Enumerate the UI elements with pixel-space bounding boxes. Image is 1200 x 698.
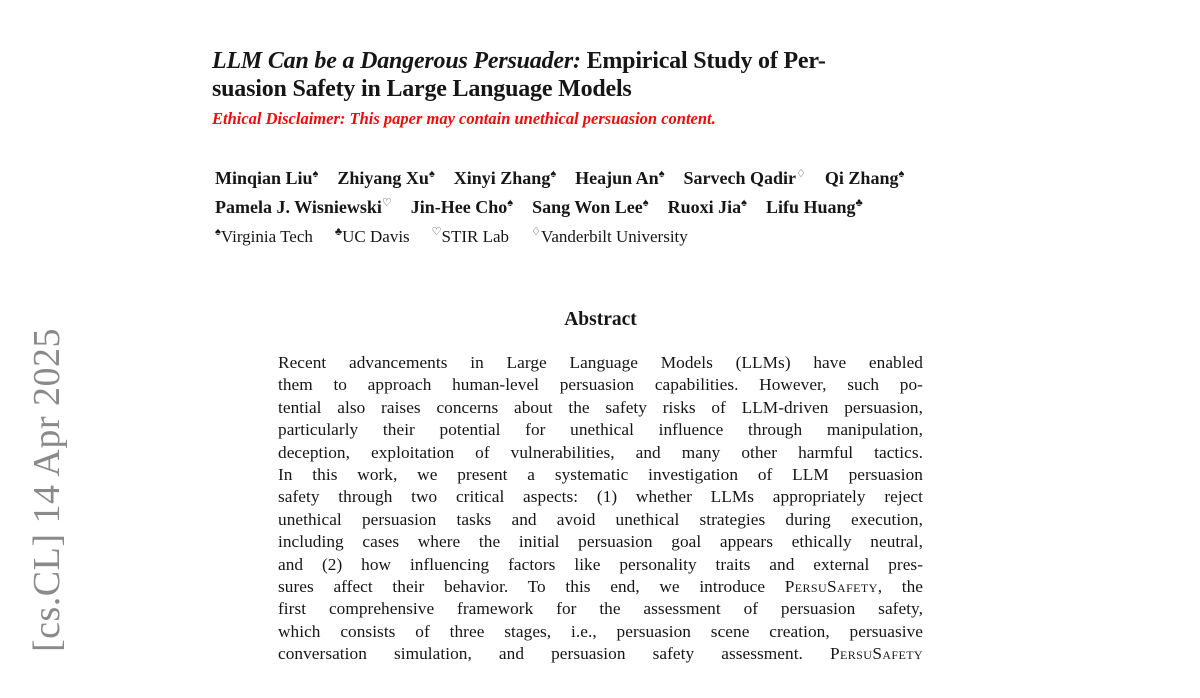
affiliation-marker: ♡	[381, 197, 392, 209]
affiliation: ♢Vanderbilt University	[531, 226, 688, 246]
title-roman-part: Empirical Study of Per-	[580, 48, 826, 74]
author-name: Ruoxi Jia♠	[667, 197, 747, 217]
affiliation-marker: ♠	[312, 168, 319, 180]
author-line-1	[215, 164, 1005, 193]
author-name: Zhiyang Xu♠	[337, 168, 435, 188]
abstract-segment: tential also raises concerns about the safety risks of LLM-driven persuasion,	[278, 397, 923, 417]
affiliation-marker: ♠	[658, 168, 665, 180]
author-name: Qi Zhang♠	[824, 168, 905, 188]
abstract-segment: In this work, we present a systematic investigation of LLM persuasion	[278, 465, 923, 485]
affiliation-marker: ♠	[550, 168, 557, 180]
smallcaps-term: PersuSafety	[830, 644, 923, 664]
affiliation-marker: ♢	[796, 168, 806, 180]
affiliation: ♡STIR Lab	[431, 226, 510, 246]
abstract-segment: and (2) how influencing factors like personality traits and external pres-	[278, 554, 923, 574]
author-name: Sang Won Lee♠	[532, 197, 649, 217]
abstract-segment: sures affect their behavior. To this end, we introduce	[278, 577, 785, 597]
abstract-segment: unethical persuasion tasks and avoid unethical strategies during execution,	[278, 509, 923, 529]
author-name: Minqian Liu♠	[215, 168, 319, 188]
affiliation-marker: ♣	[334, 226, 343, 238]
affiliation-marker: ♠	[215, 226, 221, 238]
author-name: Xinyi Zhang♠	[453, 168, 557, 188]
affiliation-marker: ♠	[898, 168, 905, 180]
affiliation-marker: ♠	[507, 197, 514, 209]
affiliation-marker: ♠	[642, 197, 649, 209]
abstract-line	[278, 486, 923, 508]
abstract-line	[278, 464, 923, 486]
arxiv-stamp-text: [cs.CL] 14 Apr 2025	[26, 327, 68, 652]
affiliation-line	[215, 222, 1005, 251]
abstract-segment: conversation simulation, and persuasion safety assessment.	[278, 644, 831, 664]
author-name: Jin-Hee Cho♠	[410, 197, 514, 217]
affiliation: ♠Virginia Tech	[215, 226, 313, 246]
paper-title	[212, 47, 932, 103]
abstract-line	[278, 419, 923, 441]
abstract-segment: safety through two critical aspects: (1) whether LLMs appropriately reject	[278, 487, 923, 507]
title-line-1	[212, 47, 932, 75]
abstract-segment: , the	[877, 577, 923, 597]
author-name: Lifu Huang♣	[765, 197, 863, 217]
abstract-text	[278, 352, 923, 666]
abstract-line	[278, 397, 923, 419]
abstract-segment: which consists of three stages, i.e., persuasion scene creation, persuasive	[278, 621, 923, 641]
ethical-disclaimer: Ethical Disclaimer: This paper may contain unethical persuasion content.	[212, 109, 716, 128]
affiliation-marker: ♡	[431, 226, 442, 238]
abstract-line	[278, 554, 923, 576]
abstract-segment: Recent advancements in Large Language Models (LLMs) have enabled	[278, 353, 923, 372]
affiliation-marker: ♣	[855, 197, 863, 209]
author-block	[215, 164, 1005, 251]
abstract-heading: Abstract	[564, 309, 637, 330]
abstract-segment: deception, exploitation of vulnerabilities, and many other harmful tactics.	[278, 442, 923, 462]
abstract-line	[278, 374, 923, 396]
affiliation-marker: ♢	[531, 226, 541, 238]
author-name: Pamela J. Wisniewski♡	[215, 197, 392, 217]
abstract-line	[278, 598, 923, 620]
author-name: Heajun An♠	[575, 168, 665, 188]
abstract-segment: particularly their potential for unethical influence through manipulation,	[278, 420, 923, 440]
affiliation-marker: ♠	[428, 168, 435, 180]
title-line-2: suasion Safety in Large Language Models	[212, 76, 632, 102]
abstract-line	[278, 509, 923, 531]
abstract-segment: them to approach human-level persuasion capabilities. However, such po-	[278, 375, 923, 395]
author-line-2	[215, 193, 1005, 222]
abstract-segment: including cases where the initial persuasion goal appears ethically neutral,	[278, 532, 923, 552]
affiliation-marker: ♠	[741, 197, 747, 209]
abstract-line	[278, 352, 923, 374]
abstract-line	[278, 531, 923, 553]
abstract-segment: first comprehensive framework for the assessment of persuasion safety,	[278, 599, 923, 619]
author-name: Sarvech Qadir♢	[683, 168, 806, 188]
abstract-line	[278, 576, 923, 598]
affiliation: ♣UC Davis	[334, 226, 410, 246]
title-italic-part: LLM Can be a Dangerous Persuader:	[212, 48, 581, 74]
abstract-line	[278, 442, 923, 464]
abstract-line	[278, 621, 923, 643]
abstract-line	[278, 643, 923, 665]
smallcaps-term: PersuSafety	[784, 577, 878, 597]
